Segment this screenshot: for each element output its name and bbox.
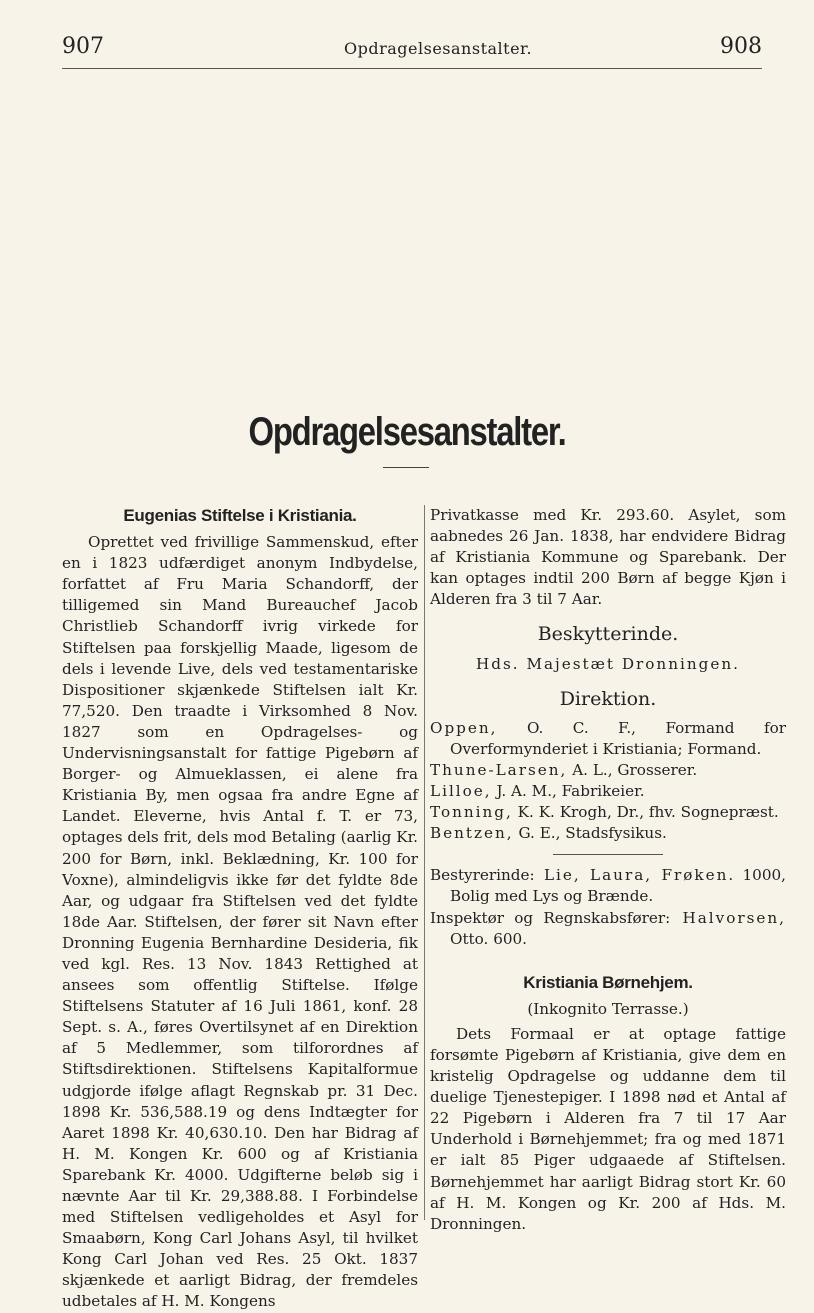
bornehjem-paragraph: Dets Formaal er at optage fattige forsømte Pigebørn af Kristiania, give dem en kristelig Opdragelse og uddanne dem til duelige Tjenestepiger. I 1898 nød et Antal af 22 Pigebørn i Alderen fra 7 til 17 Aar Underhold i Børnehjemmet; fra og med 1871 er ialt 85 Piger udgaaede af Stiftelsen. Børnehjemmet har aarligt Bidrag stort Kr. 60 af H. M. Kongen og Kr. 200 af Hds. M. Dronningen. xyxy=(430,1024,786,1233)
member-details: O. C. F., Formand for Overformynderiet i Kristiania; Formand. xyxy=(450,718,786,758)
member-name: Thune-Larsen, xyxy=(430,760,568,779)
staff-entry xyxy=(430,908,786,950)
section-heading-bornehjem: Kristiania Børnehjem. xyxy=(523,972,693,992)
running-head xyxy=(62,34,762,64)
right-column xyxy=(430,505,786,1235)
page-title: Opdragelsesanstalter. xyxy=(248,410,566,454)
staff-role: Bestyrerinde: xyxy=(430,866,535,885)
board-member xyxy=(430,802,786,823)
staff-entry xyxy=(430,865,786,907)
left-column xyxy=(62,505,418,1313)
staff-details: 1000, Bolig med Lys og Brænde. xyxy=(450,866,787,906)
patron-heading: Beskytterinde. xyxy=(537,623,679,646)
staff-name: Halvorsen, xyxy=(670,908,787,927)
page-number-right: 908 xyxy=(720,34,762,59)
column-divider xyxy=(424,505,425,1220)
board-member xyxy=(430,781,786,802)
member-details: A. L., Grosserer. xyxy=(567,760,698,779)
board-list xyxy=(430,718,786,845)
member-name: Oppen, xyxy=(430,718,498,737)
page-number-left: 907 xyxy=(62,34,104,59)
member-name: Lilloe, xyxy=(430,782,492,801)
header-rule xyxy=(62,68,762,69)
staff-name: Lie, Laura, Frøken. xyxy=(534,866,736,885)
eugenia-paragraph: Oprettet ved frivillige Sammenskud, efter en i 1823 udfærdiget anonym Indbydelse, forfattet af Fru Maria Schandorff, der tilligemed sin Mand Bureauchef Jacob Christlieb Schandorff ivrig virkede for Stiftelsen paa forskjellig Maade, ligesom de dels i levende Live, dels ved testamentariske Dispositioner skjænkede Stiftelsen ialt Kr. 77,520. Den traadte i Virksomhed 8 Nov. 1827 som en Opdragelses- og Undervisningsanstalt for fattige Pigebørn af Borger- og Almueklassen, ei alene fra Kristiania By, men ogsaa fra andre Egne af Landet. Eleverne, hvis Antal f. T. er 73, optages dels frit, dels mod Betaling (aarlig Kr. 200 for Børn, inkl. Beklædning, Kr. 100 for Voxne), almindeligvis ikke før det fyldte 8de Aar, og udgaar fra Stiftelsen ved det fyldte 18de Aar. Stiftelsen, der fører sit Navn efter Dronning Eugenia Bernhardine Desideria, fik ved kgl. Res. 13 Nov. 1843 Rettighed at ansees som offentlig Stiftelse. Ifølge Stiftelsens Statuter af 16 Juli 1861, konf. 28 Sept. s. A., føres Overtilsynet af en Direktion af 5 Medlemmer, som tilforordnes af Stiftsdirektionen. Stiftelsens Kapitalformue udgjorde ifølge aflagt Regnskab pr. 31 Dec. 1898 Kr. 536,588.19 og dens Indtægter for Aaret 1898 Kr. 40,630.10. Den har Bidrag af H. M. Kongen Kr. 600 og af Kristiania Sparebank Kr. 4000. Udgifterne beløb sig i nævnte Aar til Kr. 29,388.88. I Forbindelse med Stiftelsen vedligeholdes et Asyl for Smaabørn, Kong Carl Johans Asyl, til hvilket Kong Carl Johan ved Res. 25 Okt. 1837 skjænkede et aarligt Bidrag, der fremdeles udbetales af H. M. Kongens xyxy=(62,533,419,1311)
running-title: Opdragelsesanstalter. xyxy=(344,39,533,58)
member-name: Bentzen, xyxy=(430,824,514,843)
section-divider xyxy=(553,854,663,855)
board-member xyxy=(430,718,786,760)
board-member xyxy=(430,760,786,781)
patron-name: Hds. Majestæt Dronningen. xyxy=(476,654,740,673)
board-heading: Direktion. xyxy=(559,687,657,710)
member-details: J. A. M., Fabrikeier. xyxy=(491,782,645,801)
member-name: Tonning, xyxy=(430,803,513,822)
section-heading-eugenia: Eugenias Stiftelse i Kristiania. xyxy=(123,506,357,525)
staff-details: Otto. 600. xyxy=(450,929,528,948)
section-subheading: (Inkognito Terrasse.) xyxy=(527,999,689,1018)
staff-role: Inspektør og Regnskabsfører: xyxy=(430,908,671,927)
member-details: G. E., Stadsfysikus. xyxy=(513,824,667,843)
board-member xyxy=(430,823,786,844)
title-rule xyxy=(383,467,429,468)
member-details: K. K. Krogh, Dr., fhv. Sognepræst. xyxy=(512,803,779,822)
continuation-paragraph: Privatkasse med Kr. 293.60. Asylet, som aabnedes 26 Jan. 1838, har endvidere Bidrag af Kristiania Kommune og Sparebank. Der kan optages indtil 200 Børn af begge Kjøn i Alderen fra 3 til 7 Aar. xyxy=(430,506,786,609)
